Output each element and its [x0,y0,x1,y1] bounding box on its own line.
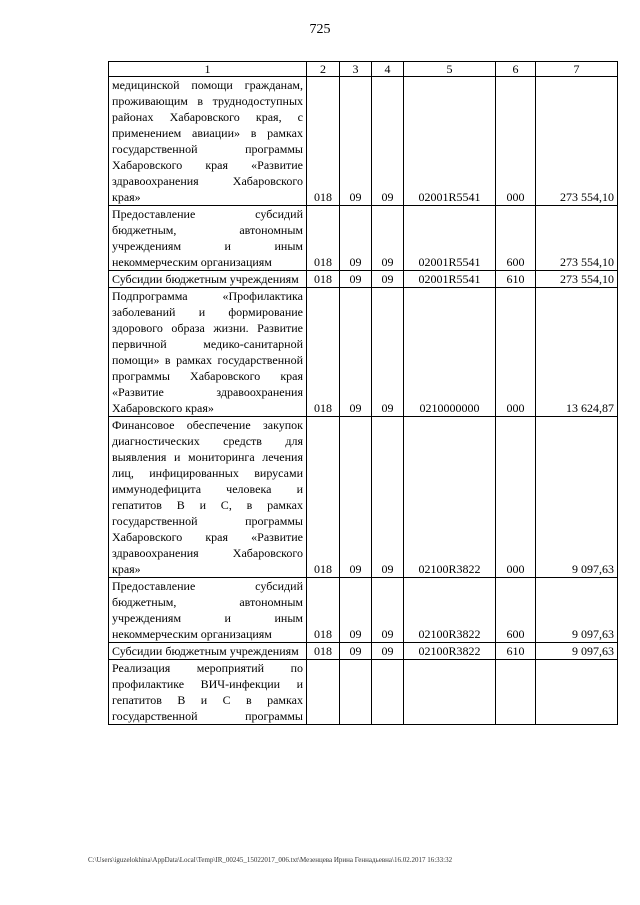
row-target-article: 02001R5541 [404,271,496,288]
row-section-code [340,660,372,725]
table-row [109,77,618,206]
row-subsection-code: 09 [372,578,404,643]
row-amount: 9 097,63 [536,417,618,578]
row-expense-type: 000 [496,288,536,417]
row-ministry-code: 018 [307,77,340,206]
row-target-article: 02100R3822 [404,643,496,660]
row-expense-type: 610 [496,271,536,288]
page-number: 725 [309,22,331,37]
row-section-code: 09 [340,417,372,578]
row-amount: 9 097,63 [536,578,618,643]
row-target-article: 02100R3822 [404,578,496,643]
header-col-3: 3 [340,62,372,77]
row-expense-type: 000 [496,77,536,206]
row-subsection-code: 09 [372,77,404,206]
row-amount: 9 097,63 [536,643,618,660]
row-name: Субсидии бюджетным учреждениям [109,643,307,660]
row-ministry-code: 018 [307,578,340,643]
row-expense-type: 600 [496,206,536,271]
row-amount [536,660,618,725]
header-col-6: 6 [496,62,536,77]
row-target-article: 02001R5541 [404,206,496,271]
row-subsection-code: 09 [372,643,404,660]
row-amount: 13 624,87 [536,288,618,417]
header-row [109,62,618,77]
row-target-article: 02001R5541 [404,77,496,206]
file-path-footer: C:\Users\iguzelokhina\AppData\Local\Temp\IR_00245_15022017_006.txt\Мезенцева Ирина Геннадьевна\16.02.2017 16:33:32 [88,856,453,864]
table-row [109,288,618,417]
header-col-2: 2 [307,62,340,77]
row-target-article: 0210000000 [404,288,496,417]
row-ministry-code: 018 [307,288,340,417]
row-name: Реализация мероприятий по профилактике ВИЧ-инфекции и гепатитов В и С в рамках государственной программы [109,660,307,725]
header-col-1: 1 [109,62,307,77]
table-row [109,417,618,578]
row-amount: 273 554,10 [536,206,618,271]
row-section-code: 09 [340,77,372,206]
row-name: Предоставление субсидий бюджетным, автономным учреждениям и иным некоммерческим организациям [109,206,307,271]
table-row [109,643,618,660]
row-section-code: 09 [340,271,372,288]
row-ministry-code [307,660,340,725]
row-name: Субсидии бюджетным учреждениям [109,271,307,288]
row-amount: 273 554,10 [536,271,618,288]
header-col-7: 7 [536,62,618,77]
row-expense-type: 000 [496,417,536,578]
row-expense-type: 610 [496,643,536,660]
row-target-article: 02100R3822 [404,417,496,578]
table-row [109,578,618,643]
table-row [109,206,618,271]
row-amount: 273 554,10 [536,77,618,206]
table-row [109,660,618,725]
row-target-article [404,660,496,725]
row-subsection-code: 09 [372,288,404,417]
row-subsection-code: 09 [372,206,404,271]
row-subsection-code: 09 [372,271,404,288]
row-expense-type: 600 [496,578,536,643]
row-section-code: 09 [340,288,372,417]
row-name: медицинской помощи гражданам, проживающим в труднодоступных районах Хабаровского края, с применением авиации» в рамках государственной программы Хабаровского края «Развитие здравоохранения Хабаровского края» [109,77,307,206]
row-section-code: 09 [340,206,372,271]
row-subsection-code [372,660,404,725]
row-subsection-code: 09 [372,417,404,578]
row-ministry-code: 018 [307,417,340,578]
header-col-4: 4 [372,62,404,77]
row-name: Предоставление субсидий бюджетным, автономным учреждениям и иным некоммерческим организациям [109,578,307,643]
budget-table [108,61,618,725]
row-section-code: 09 [340,643,372,660]
row-ministry-code: 018 [307,643,340,660]
table-row [109,271,618,288]
row-name: Подпрограмма «Профилактика заболеваний и формирование здорового образа жизни. Развитие первичной медико-санитарной помощи» в рамках государственной программы Хабаровского края «Развитие здравоохранения Хабаровского края» [109,288,307,417]
row-ministry-code: 018 [307,206,340,271]
row-expense-type [496,660,536,725]
row-section-code: 09 [340,578,372,643]
row-ministry-code: 018 [307,271,340,288]
row-name: Финансовое обеспечение закупок диагностических средств для выявления и мониторинга лечения лиц, инфицированных вирусами иммунодефицита человека и гепатитов В и С, в рамках государственной программы Хабаровского края «Развитие здравоохранения Хабаровского края» [109,417,307,578]
header-col-5: 5 [404,62,496,77]
